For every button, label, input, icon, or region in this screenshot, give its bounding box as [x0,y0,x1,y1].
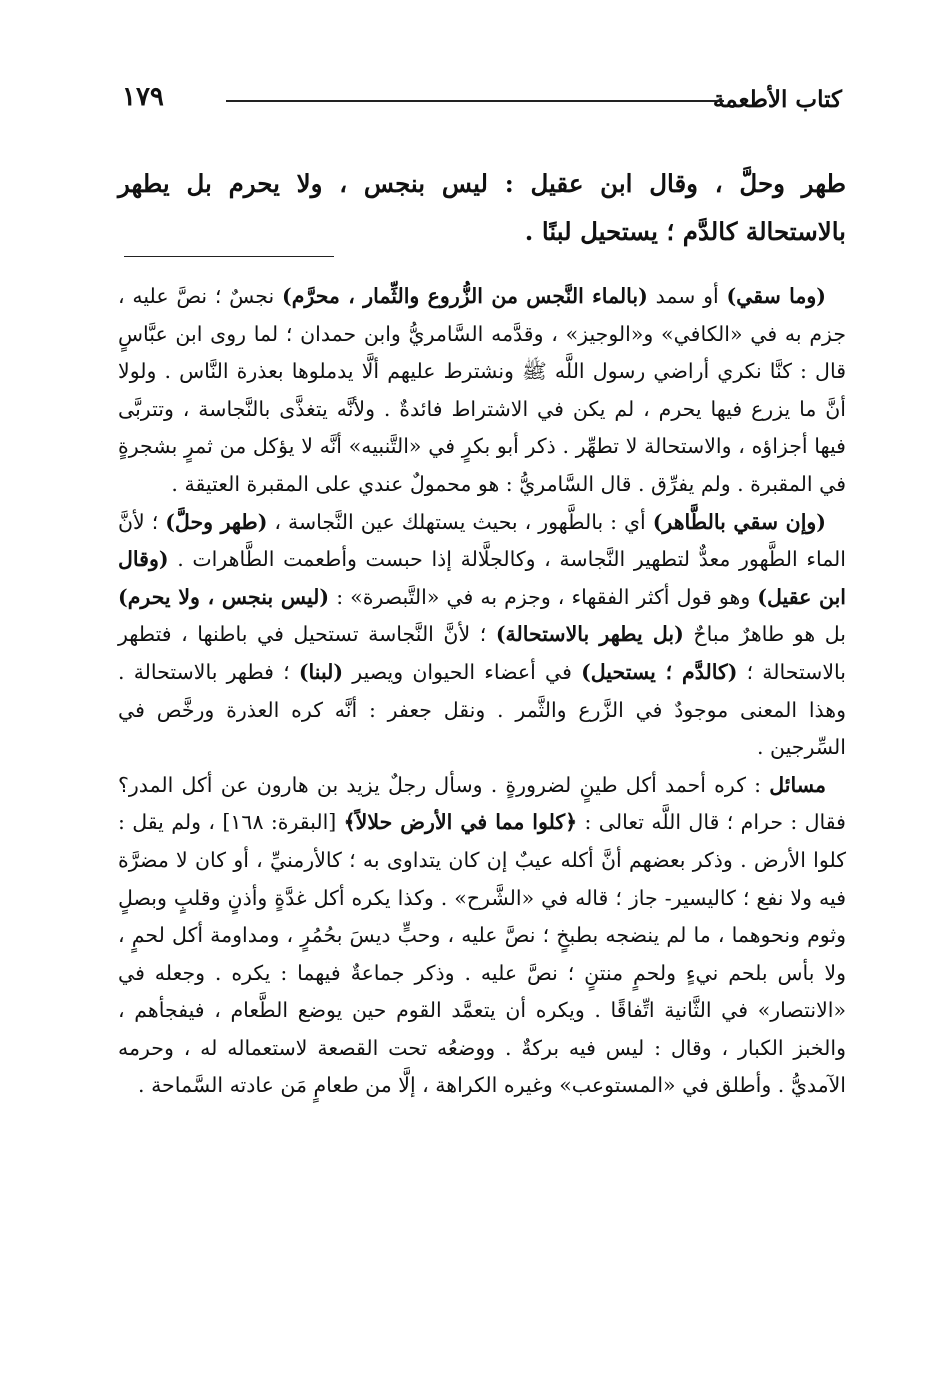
paragraph-text: نجسٌ ؛ نصَّ عليه ، جزم به في «الكافي» و«الوجيز» ، وقدَّمه السَّامريُّ وابن حمدان ؛ لما روى ابن عبَّاسٍ قال : كنَّا نكري أراضي رسول اللَّه ﷺ ونشترط عليهم ألَّا يدملوها بعذرة النَّاس . ولولا أنَّ ما يزرع فيها يحرم ، لم يكن في الاشتراط فائدةٌ . ولأنَّه يتغذَّى بالنَّجاسة ، وتتربَّى فيها أجزاؤه ، والاستحالة لا تطهِّر . ذكر أبو بكرٍ في «التَّنبيه» أنَّه لا يؤكل من ثمرٍ بشجرةٍ في المقبرة . ولم يفرِّق . قال السَّامريُّ : هو محمولٌ عندي على المقبرة العتيقة . [118,284,846,496]
paragraph-text: أو سمد [647,284,727,308]
bold-phrase: ﴿كلوا مما في الأرض حلالاً﴾ [343,810,578,835]
bold-phrase: (طهر وحلَّ) [165,509,268,534]
bold-phrase: (كالدَّم ؛ يستحيل) [581,659,738,684]
bold-phrase: (بالماء النَّجس من الزُّروع والثِّمار ، محرَّم) [282,284,648,308]
paragraph-text: أي : بالطَّهور ، بحيث يستهلك عين النَّجاسة ، [267,509,653,534]
page-header [122,82,842,122]
paragraph-text: وهو قول أكثر الفقهاء ، وجزم به في «التَّبصرة» : [329,584,758,609]
bold-phrase: (ليس بنجس ، ولا يحرم) [118,584,330,609]
page-number: ١٧٩ [122,82,164,112]
paragraph-text: ؛ فطهر بالاستحالة . وهذا المعنى موجودٌ في الزَّرع والثَّمر . ونقل جعفر : أنَّه كره العذرة ورخَّص في السِّرجين . [118,659,846,760]
paragraph-text: : كره أحمد أكل طينٍ لضرورةٍ . وسأل رجلٌ يزيد بن هارون عن أكل المدر؟ فقال : حرام ؛ قال اللَّه تعالى : [118,772,846,835]
paragraph-text: في أعضاء الحيوان ويصير [343,659,582,684]
bold-phrase: (وما سقي) [726,284,827,308]
bold-phrase: مسائل [769,772,826,797]
paragraph-text: [البقرة: ١٦٨] ، ولم يقل : كلوا الأرض . وذكر بعضهم أنَّ أكله عيبٌ إن كان يتداوى به ؛ كالأرمنيِّ ، أو كان لا مضرَّة فيه ولا نفع ؛ كاليسير- جاز ؛ قاله في «الشَّرح» . وكذا يكره أكل غدَّةٍ وأذنٍ وقلبٍ وبصلٍ وثوم ونحوهما ، ما لم ينضجه بطبخٍ ؛ نصَّ عليه ، وحبٍّ ديسَ بحُمُرٍ ، ومداومة أكل لحمٍ ، ولا بأس بلحم نيءٍ ولحمٍ منتنٍ ؛ نصَّ عليه . وذكر جماعةٌ فيهما : يكره . وجعله في «الانتصار» في الثَّانية اتِّفاقًا . ويكره أن يتعمَّد القوم حين يوضع الطَّعام ، فيفجأهم ، والخبز الكبار ، وقال : ليس فيه بركةٌ . ووضعُه تحت القصعة لاستعماله له ، وحرمه الآمديُّ . وأطلق في «المستوعب» وغيره الكراهة ، إلَّا من طعامٍ مَن عادته السَّماحة . [118,810,846,1098]
matn-text: طهر وحلَّ ، وقال ابن عقيل : ليس بنجس ، ولا يحرم بل يطهر بالاستحالة كالدَّم ؛ يستحيل لبنًا . [118,169,846,246]
paragraph-1 [118,278,846,504]
chapter-title: كتاب الأطعمة [712,86,842,113]
bold-phrase: (بل يطهر بالاستحالة) [495,622,684,647]
commentary [118,278,846,1105]
header-rule [226,100,724,102]
bold-phrase: (لبنا) [298,659,344,684]
matn-separator [124,256,334,257]
paragraph-2 [118,504,846,767]
bold-phrase: (وقال ابن عقيل) [118,547,846,609]
paragraph-text: ؛ لأنَّ النَّجاسة تستحيل في باطنها ، فتطهر بالاستحالة ؛ [118,622,846,684]
paragraph-text: ؛ لأنَّ الماء الطَّهور معدٌّ لتطهير النَّجاسة ، وكالجلَّالة إذا حبست وأطعمت الطَّاهرات . [118,509,846,572]
paragraph-text: بل هو طاهرٌ مباحٌ [683,622,846,647]
paragraph-3 [118,767,846,1105]
bold-phrase: (وإن سقي بالطَّاهر) [652,509,826,534]
